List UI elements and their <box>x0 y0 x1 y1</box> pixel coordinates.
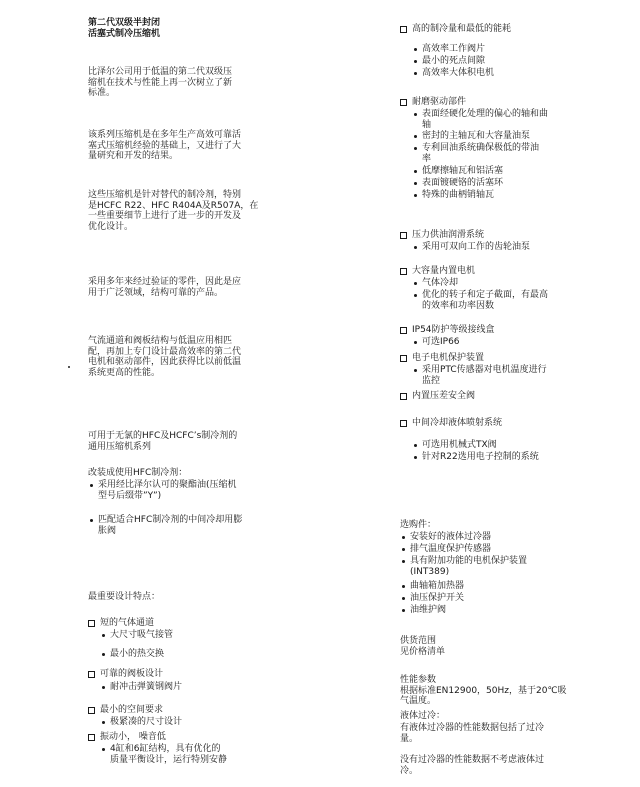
bullet-icon <box>102 653 105 656</box>
list-item: 4缸和6缸结构，具有优化的 质量平衡设计，运行特别安静 <box>110 744 228 765</box>
parts-paragraph: 采用多年来经过验证的零件，因此是应 用于广泛领域，结构可靠的产品。 <box>88 277 242 298</box>
bullet-icon <box>402 548 405 551</box>
bullet-icon <box>90 519 93 522</box>
bullet-icon <box>402 597 405 600</box>
list-item: 油压保护开关 <box>410 593 465 603</box>
feature-label: 短的气体通道 <box>100 618 155 628</box>
checkbox-icon <box>400 393 407 400</box>
list-item: 专利回油系统确保极低的带油 率 <box>422 143 540 164</box>
list-item: 匹配适合HFC制冷剂的中间冷却用膨 胀阀 <box>98 515 243 536</box>
checkbox-icon <box>400 420 407 427</box>
checkbox-icon <box>400 355 407 362</box>
bullet-icon <box>414 369 417 372</box>
list-item: 最小的死点间隙 <box>422 56 486 66</box>
list-item: 最小的热交换 <box>110 649 165 659</box>
list-item: 极紧凑的尺寸设计 <box>110 717 183 727</box>
checkbox-icon <box>88 620 95 627</box>
bullet-icon <box>102 748 105 751</box>
bullet-icon <box>402 560 405 563</box>
bullet-icon <box>102 721 105 724</box>
list-item: 高效率工作阀片 <box>422 44 486 54</box>
bullet-icon <box>90 484 93 487</box>
list-item: 采用经比泽尔认可的聚酯油(压缩机 型号后缀带”Y”) <box>98 480 237 501</box>
checkbox-icon <box>88 671 95 678</box>
bullet-icon <box>414 113 417 116</box>
feature-label: 耐磨驱动部件 <box>412 97 467 107</box>
intro-paragraph: 比泽尔公司用于低温的第二代双级压 缩机在技术与性能上再一次树立了新 标准。 <box>88 67 233 98</box>
list-item: 表面经硬化处理的偏心的轴和曲 轴 <box>422 109 549 130</box>
list-item: 采用可双向工作的齿轮油泵 <box>422 242 531 252</box>
bullet-icon <box>414 194 417 197</box>
feature-label: 电子电机保护装置 <box>412 353 485 363</box>
bullet-icon <box>414 60 417 63</box>
experience-paragraph: 该系列压缩机是在多年生产高效可靠活 塞式压缩机经验的基础上，又进行了大 量研究和开发的结果。 <box>88 130 242 161</box>
list-item: 特殊的曲柄销轴瓦 <box>422 190 495 200</box>
bullet-icon <box>102 634 105 637</box>
stray-mark <box>68 366 70 368</box>
feature-label: 高的制冷量和最低的能耗 <box>412 24 512 34</box>
checkbox-icon <box>400 99 407 106</box>
bullet-icon <box>414 246 417 249</box>
features-heading: 最重要设计特点： <box>88 592 161 602</box>
universal-series-paragraph: 可用于无氯的HFC及HCFC’s制冷剂的 通用压缩机系列 <box>88 431 238 452</box>
list-item: 排气温度保护传感器 <box>410 544 492 554</box>
bullet-icon <box>414 444 417 447</box>
list-item: 密封的主轴瓦和大容量油泵 <box>422 131 531 141</box>
list-item: 曲轴箱加热器 <box>410 581 465 591</box>
bullet-icon <box>414 170 417 173</box>
performance-data: 性能参数 根据标准EN12900，50Hz，基于20℃吸 气温度。 <box>400 675 567 706</box>
list-item: 优化的转子和定子截面，有最高 的效率和功率因数 <box>422 290 549 311</box>
airflow-paragraph: 气流通道和阀板结构与低温应用相匹 配，再加上专门设计最高效率的第二代 电机和驱动部件，因此获得比以前低温 系统更高的性能。 <box>88 336 242 378</box>
bullet-icon <box>414 294 417 297</box>
list-item: 具有附加功能的电机保护装置 (INT389) <box>410 556 528 577</box>
bullet-icon <box>414 341 417 344</box>
subcooling-heading: 液体过冷： <box>400 711 446 721</box>
list-item: 针对R22选用电子控制的系统 <box>422 452 539 462</box>
options-heading: 选购件： <box>400 520 437 530</box>
list-item: 表面镀硬铬的活塞环 <box>422 178 504 188</box>
checkbox-icon <box>400 232 407 239</box>
list-item: 安装好的液体过冷器 <box>410 532 492 542</box>
supply-scope: 供货范围 见价格清单 <box>400 636 446 657</box>
bullet-icon <box>414 72 417 75</box>
list-item: 大尺寸吸气接管 <box>110 630 174 640</box>
bullet-icon <box>402 585 405 588</box>
bullet-icon <box>414 282 417 285</box>
list-item: 油维护阀 <box>410 605 447 615</box>
list-item: 可选IP66 <box>422 337 460 347</box>
bullet-icon <box>414 135 417 138</box>
list-item: 采用PTC传感器对电机温度进行 监控 <box>422 365 547 386</box>
bullet-icon <box>414 456 417 459</box>
bullet-icon <box>102 686 105 689</box>
list-item: 低摩擦轴瓦和铝活塞 <box>422 166 504 176</box>
feature-label: 中间冷却液体喷射系统 <box>412 418 503 428</box>
subcooling-without: 没有过冷器的性能数据不考虑液体过 冷。 <box>400 755 545 776</box>
feature-label: 内置压差安全阀 <box>412 391 476 401</box>
checkbox-icon <box>88 734 95 741</box>
conversion-heading: 改装成使用HFC制冷剂： <box>88 468 188 478</box>
checkbox-icon <box>400 26 407 33</box>
bullet-icon <box>414 48 417 51</box>
feature-label: 可靠的阀板设计 <box>100 669 164 679</box>
page-title: 第二代双级半封闭 活塞式制冷压缩机 <box>88 18 161 39</box>
refrigerant-paragraph: 这些压缩机是针对替代的制冷剂，特别 是HCFC R22、HFC R404A及R507A，在 一些重要细节上进行了进一步的开发及 优化设计。 <box>88 190 259 232</box>
checkbox-icon <box>400 268 407 275</box>
bullet-icon <box>414 147 417 150</box>
list-item: 耐冲击弹簧钢阀片 <box>110 682 183 692</box>
feature-label: 振动小， 噪音低 <box>100 732 166 742</box>
list-item: 气体冷却 <box>422 278 459 288</box>
feature-label: 最小的空间要求 <box>100 705 164 715</box>
feature-label: 压力供油润滑系统 <box>412 230 485 240</box>
checkbox-icon <box>400 327 407 334</box>
subcooling-with: 有液体过冷器的性能数据包括了过冷 量。 <box>400 723 545 744</box>
list-item: 可选用机械式TX阀 <box>422 440 497 450</box>
list-item: 高效率大体积电机 <box>422 68 495 78</box>
checkbox-icon <box>88 707 95 714</box>
feature-label: IP54防护等级接线盒 <box>412 325 495 335</box>
bullet-icon <box>402 536 405 539</box>
bullet-icon <box>414 182 417 185</box>
bullet-icon <box>402 609 405 612</box>
feature-label: 大容量内置电机 <box>412 266 476 276</box>
